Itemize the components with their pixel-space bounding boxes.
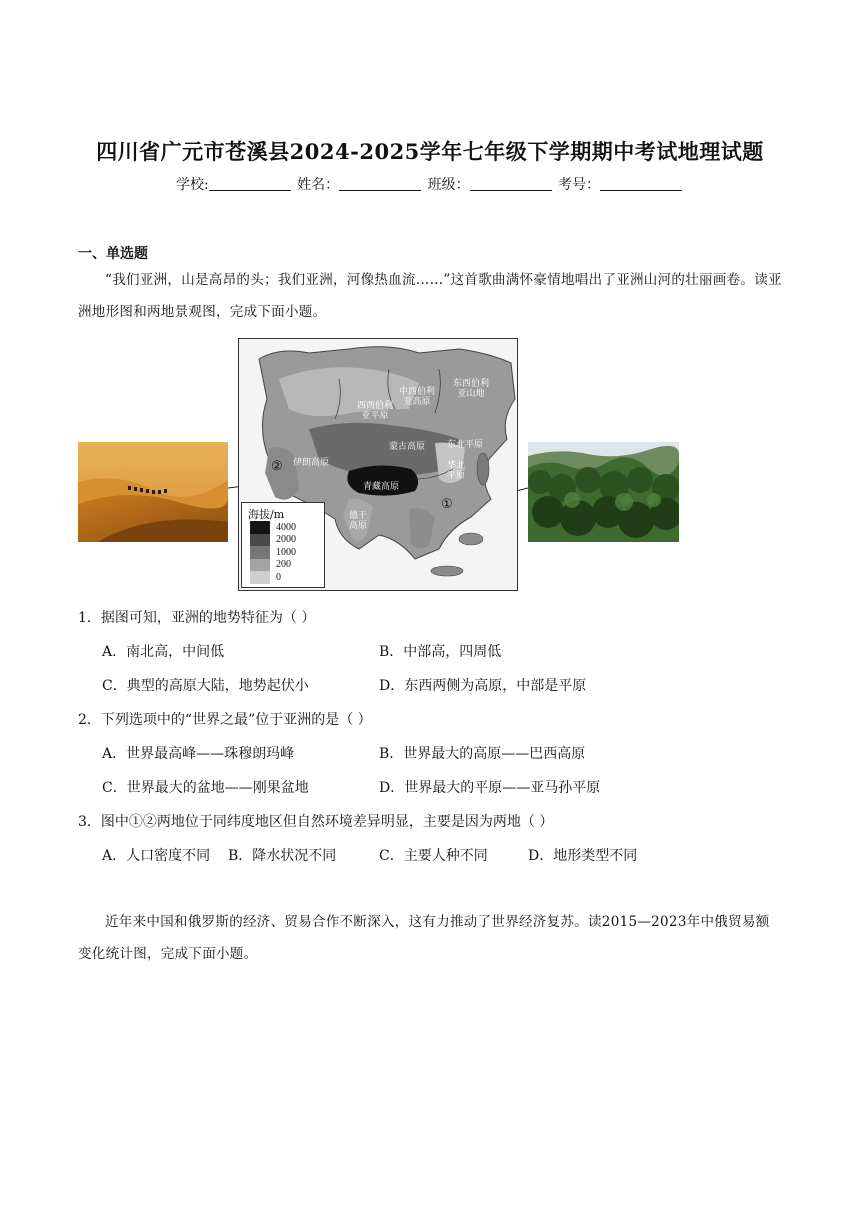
number-label: 考号： — [558, 177, 601, 193]
q3-option-c[interactable]: C．主要人种不同 — [379, 848, 488, 864]
legend-swatch — [250, 534, 270, 547]
label-central-siberian-plateau: 中西伯利 亚高原 — [399, 387, 436, 407]
legend-row — [250, 534, 296, 547]
label-east-siberian-mountains: 东西伯利 亚山地 — [453, 379, 490, 399]
marker-1: ① — [441, 497, 453, 512]
legend-row — [250, 571, 296, 584]
legend-swatch — [250, 546, 270, 559]
question-3: 3．图中①②两地位于同纬度地区但自然环境差异明显，主要是因为两地（ ） — [78, 814, 554, 830]
q3-option-d[interactable]: D．地形类型不同 — [528, 848, 638, 864]
q3-option-b[interactable]: B．降水状况不同 — [228, 848, 337, 864]
q1-option-b[interactable]: B．中部高，四周低 — [379, 644, 502, 660]
legend-label: 1000 — [276, 546, 296, 558]
legend-row — [250, 559, 296, 572]
passage-asia: “我们亚洲，山是高昂的头；我们亚洲，河像热血流……”这首歌曲满怀豪情地唱出了亚洲山河的壮丽画卷。读亚洲地形图和两地景观图，完成下面小题。 — [78, 272, 782, 320]
q2-option-a[interactable]: A．世界最高峰——珠穆朗玛峰 — [102, 746, 295, 762]
section-heading: 一、单选题 — [78, 246, 148, 262]
elevation-legend — [241, 502, 325, 588]
legend-swatch — [250, 521, 270, 534]
label-iranian-plateau: 伊朗高原 — [293, 458, 330, 468]
q1-option-a[interactable]: A．南北高，中间低 — [102, 644, 225, 660]
q2-option-c[interactable]: C．世界最大的盆地——刚果盆地 — [102, 780, 309, 796]
legend-title: 海拔/m — [248, 508, 285, 521]
legend-label: 2000 — [276, 534, 296, 546]
legend-swatch — [250, 559, 270, 572]
page-title: 四川省广元市苍溪县2024-2025学年七年级下学期期中考试地理试题 — [96, 139, 764, 164]
question-2: 2．下列选项中的“世界之最”位于亚洲的是（ ） — [78, 712, 372, 728]
q2-option-d[interactable]: D．世界最大的平原——亚马孙平原 — [379, 780, 601, 796]
marker-2: ② — [271, 459, 283, 474]
class-label: 班级： — [427, 177, 470, 193]
passage-china-russia-trade: 近年来中国和俄罗斯的经济、贸易合作不断深入，这有力推动了世界经济复苏。读2015—2023年中俄贸易额变化统计图，完成下面小题。 — [78, 914, 770, 962]
label-qingzang-plateau: 青藏高原 — [363, 482, 400, 492]
asia-topographic-map — [238, 338, 518, 591]
label-mongolian-plateau: 蒙古高原 — [389, 442, 426, 452]
q2-option-b[interactable]: B．世界最大的高原——巴西高原 — [379, 746, 586, 762]
legend-scale — [250, 521, 296, 584]
label-north-china-plain: 华北 平原 — [447, 461, 466, 481]
question-1: 1．据图可知，亚洲的地势特征为（ ） — [78, 610, 316, 626]
name-label: 姓名： — [297, 177, 340, 193]
q3-option-a[interactable]: A．人口密度不同 — [102, 848, 211, 864]
legend-row — [250, 521, 296, 534]
legend-row — [250, 546, 296, 559]
legend-label: 0 — [276, 571, 281, 583]
legend-label: 200 — [276, 559, 291, 571]
label-northeast-plain: 东北平原 — [447, 440, 484, 450]
q1-option-d[interactable]: D．东西两侧为高原，中部是平原 — [379, 678, 587, 694]
label-west-siberian-plain: 西西伯利 亚平原 — [357, 401, 394, 421]
legend-label: 4000 — [276, 521, 296, 533]
school-label: 学校: — [175, 177, 209, 193]
q1-option-c[interactable]: C．典型的高原大陆，地势起伏小 — [102, 678, 309, 694]
label-deccan-plateau: 德干 高原 — [349, 511, 368, 531]
legend-swatch — [250, 571, 270, 584]
